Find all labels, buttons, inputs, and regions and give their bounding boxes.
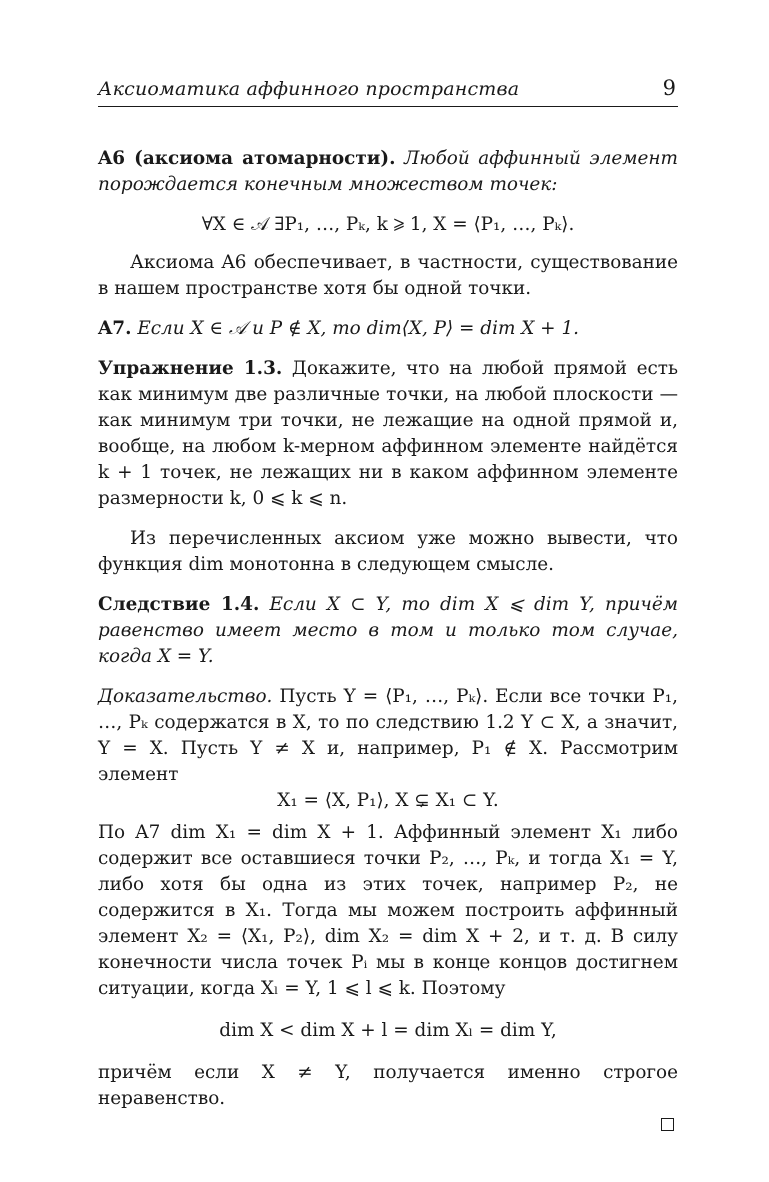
dim-monotonicity-intro: Из перечисленных аксиом уже можно вывести, что функция dim монотонна в следующем смысле. bbox=[98, 528, 678, 575]
corollary-statement: Если X ⊂ Y, то dim X ⩽ dim Y, причём равенство имеет место в том и только том случае, когда X = Y. bbox=[98, 594, 678, 667]
proof-paragraph-3: причём если X ≠ Y, получается именно строгое неравенство. bbox=[98, 1062, 678, 1109]
proof-paragraph-1 bbox=[98, 684, 678, 788]
qed-square-icon bbox=[661, 1118, 674, 1131]
proof-paragraph-2: По A7 dim X₁ = dim X + 1. Аффинный элемент X₁ либо содержит все оставшиеся точки P₂, …, Pₖ, и тогда X₁ = Y, либо хотя бы одна из этих точек, например P₂, не содержится в X₁. Тогда мы можем построить аффинный элемент X₂ = ⟨X₁, P₂⟩, dim X₂ = dim X + 2, и т. д. В силу конечности числа точек Pᵢ мы в конце концов достигнем ситуации, когда Xₗ = Y, 1 ⩽ l ⩽ k. Поэтому bbox=[98, 822, 678, 999]
page-number: 9 bbox=[662, 76, 676, 100]
exercise-label: Упражнение 1.3. bbox=[98, 358, 283, 379]
page-header bbox=[98, 78, 678, 107]
axiom-a6-statement: Любой аффинный элемент порождается конечным множеством точек: bbox=[98, 148, 678, 195]
corollary-1-4 bbox=[98, 592, 678, 670]
axiom-a6-label: A6 (аксиома атомарности). bbox=[98, 148, 396, 169]
a6-note: Аксиома A6 обеспечивает, в частности, существование в нашем пространстве хотя бы одной точки. bbox=[98, 252, 678, 299]
exercise-1-3 bbox=[98, 356, 678, 512]
axiom-a6 bbox=[98, 146, 678, 198]
proof-formula-1: X₁ = ⟨X, P₁⟩, X ⊊ X₁ ⊂ Y. bbox=[277, 790, 499, 811]
qed-row bbox=[98, 1112, 678, 1138]
axiom-a6-formula: ∀X ∈ 𝒜 ∃P₁, …, Pₖ, k ⩾ 1, X = ⟨P₁, …, Pₖ⟩. bbox=[201, 214, 575, 235]
axiom-a7-statement: Если X ∈ 𝒜 и P ∉ X, то dim⟨X, P⟩ = dim X + 1. bbox=[137, 318, 579, 339]
running-title: Аксиоматика аффинного пространства bbox=[98, 78, 520, 100]
corollary-label: Следствие 1.4. bbox=[98, 594, 260, 615]
page-body bbox=[98, 146, 678, 1138]
axiom-a7-label: A7. bbox=[98, 318, 132, 339]
axiom-a7 bbox=[98, 316, 678, 342]
proof-label: Доказательство. bbox=[98, 686, 273, 707]
exercise-text: Докажите, что на любой прямой есть как минимум две различные точки, на любой плоскости — как минимум три точки, не лежащие на одной прямой и, вообще, на любом k-мерном аффинном элементе найдётся k + 1 точек, не лежащих ни в каком аффинном элементе размерности k, 0 ⩽ k ⩽ n. bbox=[98, 358, 678, 509]
proof-text-1: Пусть Y = ⟨P₁, …, Pₖ⟩. Если все точки P₁, …, Pₖ содержатся в X, то по следствию 1.2 Y ⊂ X, а значит, Y = X. Пусть Y ≠ X и, например, P₁ ∉ X. Рассмотрим элемент bbox=[98, 686, 678, 785]
proof-formula-2: dim X < dim X + l = dim Xₗ = dim Y, bbox=[219, 1020, 557, 1041]
